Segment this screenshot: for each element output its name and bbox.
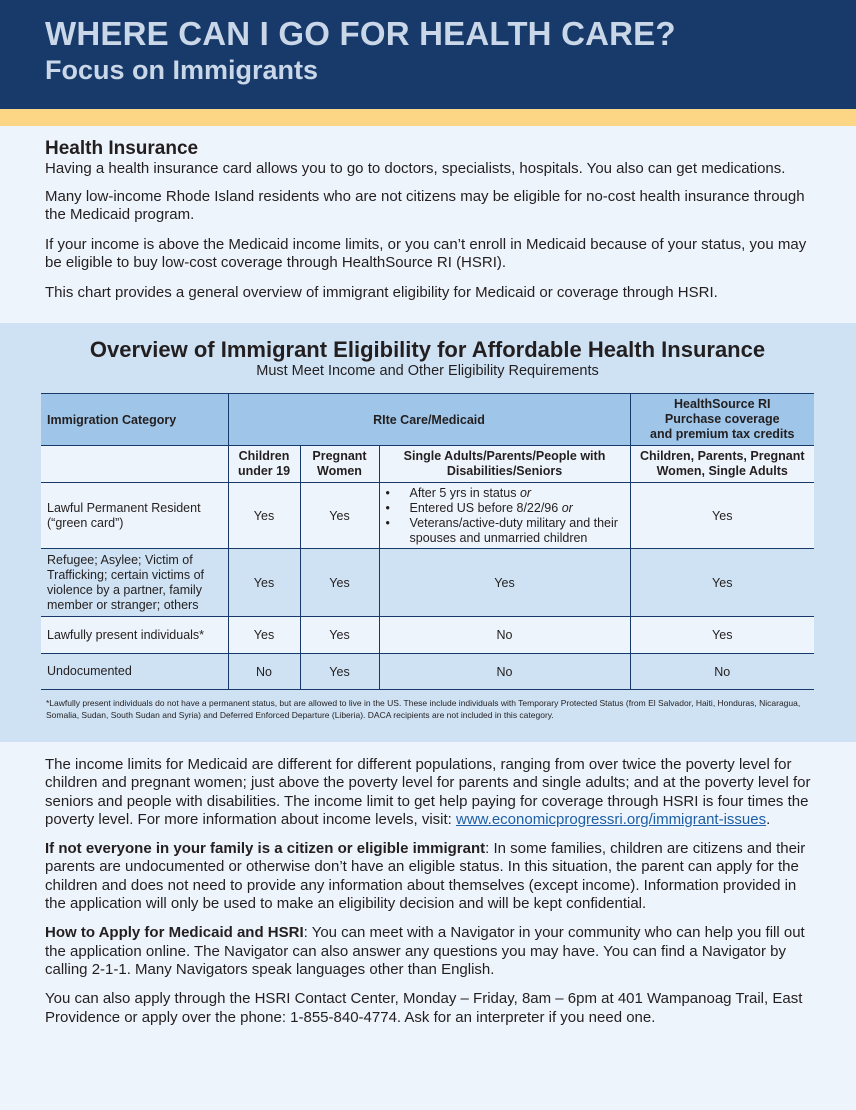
intro-paragraph-3: If your income is above the Medicaid income limits, or you can’t enroll in Medicaid because of your status, you may be eligible to buy low-cost coverage through HealthSource RI (HSRI).: [45, 236, 807, 271]
header-hsri-line-1: HealthSource RI: [673, 397, 771, 411]
intro-section: [0, 126, 856, 323]
subheader-hsri-line-2: Women, Single Adults: [656, 464, 788, 478]
bullet-or: or: [519, 485, 532, 500]
category-line-2: (“green card”): [47, 515, 124, 530]
bullet-or: or: [561, 500, 573, 515]
subheader-single-line-2: Disabilities/Seniors: [446, 464, 563, 478]
subheader-pregnant-line-1: Pregnant: [312, 449, 367, 463]
body-section: [0, 742, 856, 1110]
hsri-cell: No: [630, 654, 814, 690]
pregnant-cell: Yes: [300, 654, 379, 690]
subheader-single-line-1: Single Adults/Parents/People with: [403, 449, 606, 463]
category-cell: Refugee; Asylee; Victim of Trafficking; certain victims of violence by a partner, family member or stranger; others: [41, 549, 228, 617]
subheader-pregnant: [300, 446, 379, 483]
category-line-1: Lawful Permanent Resident: [47, 500, 201, 515]
header-hsri: [630, 394, 814, 446]
hsri-cell: Yes: [630, 617, 814, 654]
income-limits-end: .: [766, 810, 771, 828]
bullet-item: • Veterans/active-duty military and their spouses and unmarried children: [386, 516, 630, 546]
mixed-status-heading: If not everyone in your family is a citizen or eligible immigrant: [45, 840, 486, 858]
how-to-apply-paragraph: [45, 924, 811, 979]
header-stripe: [0, 109, 856, 126]
category-cell: Lawfully present individuals*: [41, 617, 228, 654]
bullet-text: Entered US before 8/22/96: [409, 500, 562, 515]
category-cell: Undocumented: [41, 654, 228, 690]
chart-subtitle: Must Meet Income and Other Eligibility Requirements: [256, 363, 599, 379]
children-cell: Yes: [228, 483, 300, 549]
header-medicaid: RIte Care/Medicaid: [228, 394, 630, 446]
page-title: WHERE CAN I GO FOR HEALTH CARE?: [45, 15, 676, 52]
table-row: [41, 617, 814, 654]
subheader-single-adults: [379, 446, 630, 483]
contact-center-paragraph: You can also apply through the HSRI Contact Center, Monday – Friday, 8am – 6pm at 401 Wampanoag Trail, East Providence or apply over the phone: 1-855-840-4774. Ask for an interpreter if you need one.: [45, 990, 803, 1026]
children-cell: Yes: [228, 617, 300, 654]
header-immigration-category: Immigration Category: [41, 394, 228, 446]
bullet-text: After 5 yrs in status: [409, 485, 520, 500]
mixed-status-paragraph: [45, 840, 811, 913]
mixed-status-text: : In some families, children are citizens and their parents are undocumented or otherwise don’t have an eligible status. In this situation, the parent can apply for the children and does not need to provide any information about themselves (except income). Information provided in the application will only be used to make an eligibility decision and will be kept confidential.: [45, 840, 806, 913]
single-adults-cell: Yes: [379, 549, 630, 617]
bullet-item: [386, 486, 630, 501]
table-row: [41, 549, 814, 617]
table-header-row: [41, 394, 814, 446]
intro-paragraph-2: Many low-income Rhode Island residents who are not citizens may be eligible for no-cost health insurance through the Medicaid program.: [45, 188, 805, 223]
economic-progress-link[interactable]: www.economicprogressri.org/immigrant-issues: [456, 810, 767, 828]
table-subheader-row: [41, 446, 814, 483]
chart-title: Overview of Immigrant Eligibility for Affordable Health Insurance: [89, 337, 766, 362]
intro-paragraph-1: Having a health insurance card allows you to go to doctors, specialists, hospitals. You also can get medications.: [45, 160, 786, 177]
page-subtitle: Focus on Immigrants: [45, 55, 319, 85]
table-footnote: *Lawfully present individuals do not have a permanent status, but are allowed to live in the US. These include individuals with Temporary Protected Status (from El Salvador, Haiti, Honduras, Nicaragua, Somalia, Sudan, South Sudan and Syria) and Deferred Enforced Departure (Liberia). DACA recipients are not included in this category.: [46, 698, 801, 720]
subheader-children-line-1: Children: [238, 449, 290, 463]
pregnant-cell: Yes: [300, 617, 379, 654]
subheader-pregnant-line-2: Women: [317, 464, 362, 478]
subheader-hsri-line-1: Children, Parents, Pregnant: [639, 449, 805, 463]
intro-heading: Health Insurance: [45, 138, 199, 159]
header-hsri-line-3: and premium tax credits: [650, 427, 795, 441]
how-to-apply-text: : You can meet with a Navigator in your community who can help you fill out the application online. The Navigator can also answer any questions you may have. You can find a Navigator by calling 2-1-1. Many Navigators speak languages other than English.: [45, 924, 805, 978]
bullet-item: [386, 501, 630, 516]
subheader-hsri: [630, 446, 814, 483]
eligibility-table: [41, 393, 814, 690]
hsri-cell: Yes: [630, 549, 814, 617]
income-limits-text: The income limits for Medicaid are different for different populations, ranging from over twice the poverty level for children and pregnant women; just above the poverty level for parents and single adults; and at the poverty level for seniors and people with disabilities. The income limit to get help paying for coverage through HSRI is four times the poverty level. For more information about income levels, visit:: [45, 756, 811, 828]
children-cell: Yes: [228, 549, 300, 617]
table-row: [41, 483, 814, 549]
single-adults-cell: No: [379, 617, 630, 654]
income-limits-paragraph: [45, 756, 811, 829]
how-to-apply-heading: How to Apply for Medicaid and HSRI: [45, 924, 304, 942]
table-row: [41, 654, 814, 690]
hsri-cell: Yes: [630, 483, 814, 549]
intro-paragraph-4: This chart provides a general overview of immigrant eligibility for Medicaid or coverage through HSRI.: [45, 284, 718, 301]
pregnant-cell: Yes: [300, 549, 379, 617]
eligibility-bullets: [380, 486, 630, 546]
page-header: [0, 0, 856, 109]
category-cell: [41, 483, 228, 549]
single-adults-cell: No: [379, 654, 630, 690]
header-hsri-line-2: Purchase coverage: [664, 412, 780, 426]
single-adults-cell: [379, 483, 630, 549]
subheader-children: [228, 446, 300, 483]
subheader-empty: [41, 446, 228, 483]
pregnant-cell: Yes: [300, 483, 379, 549]
children-cell: No: [228, 654, 300, 690]
eligibility-chart-section: [0, 323, 856, 742]
subheader-children-line-2: under 19: [237, 464, 291, 478]
